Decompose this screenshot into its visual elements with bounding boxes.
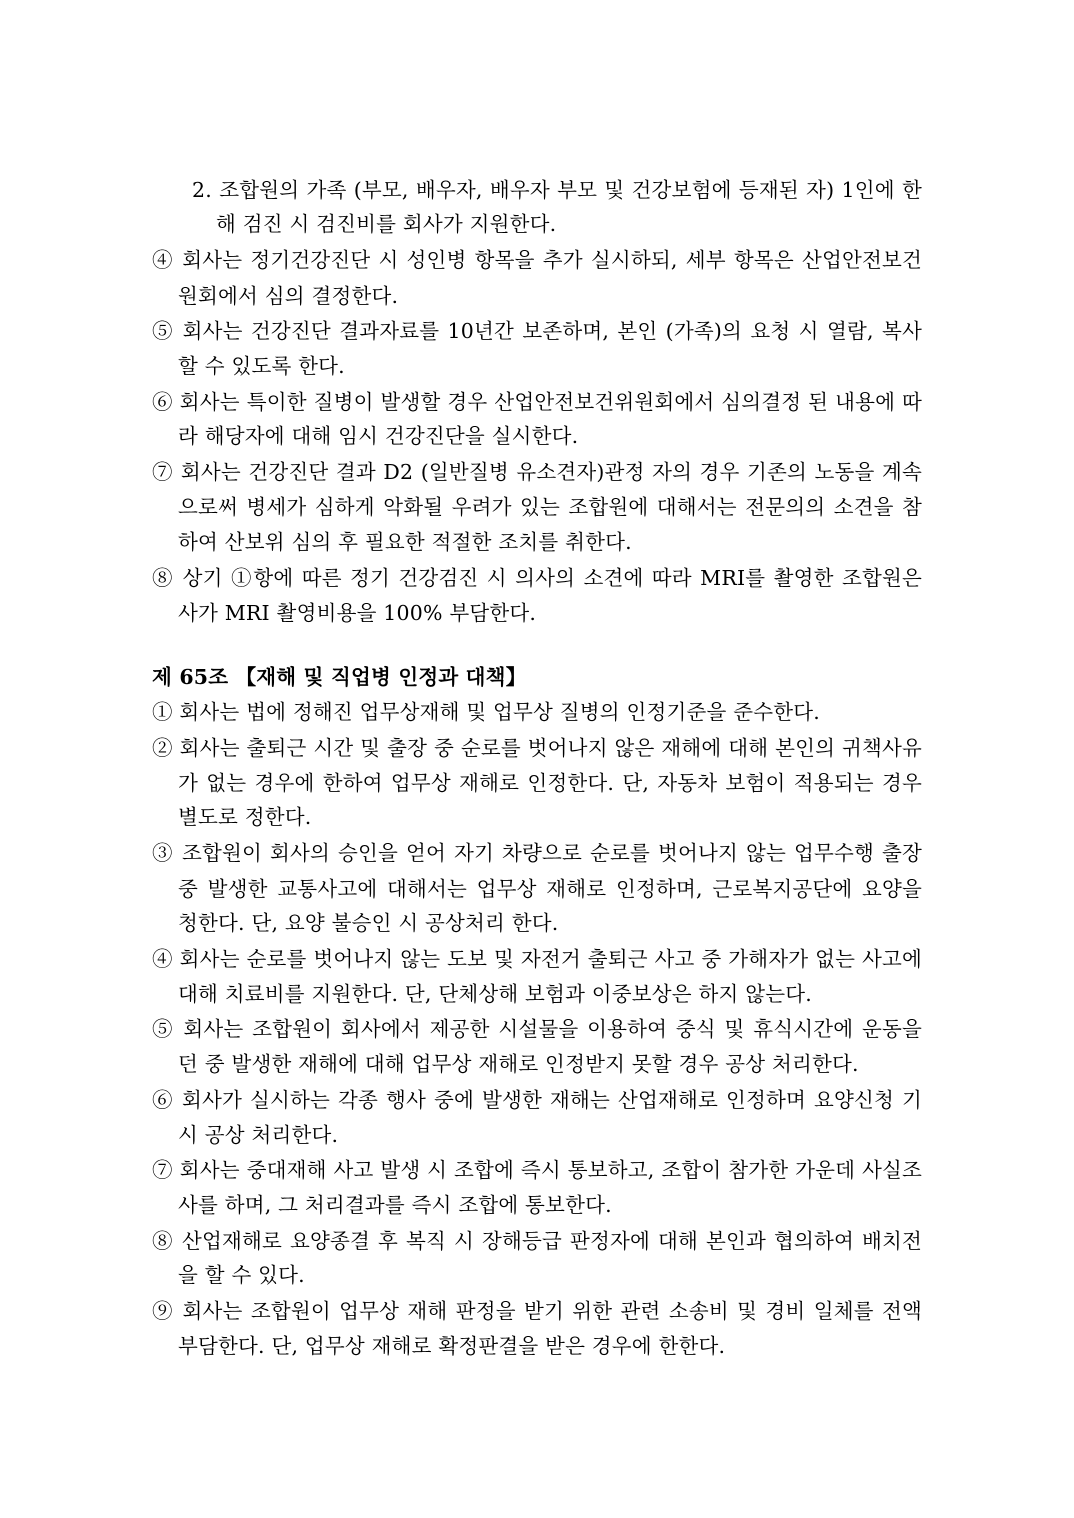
article65-p2-line-3: 별도로 정한다. xyxy=(178,805,312,829)
article65-p3-line-1: ③ 조합원이 회사의 승인을 얻어 자기 차량으로 순로를 벗어나지 않는 업무수행 출장 xyxy=(152,841,922,865)
article65-p9-line-2: 부담한다. 단, 업무상 재해로 확정판결을 받은 경우에 한한다. xyxy=(178,1334,726,1358)
item2-line-2: 해 검진 시 검진비를 회사가 지원한다. xyxy=(216,212,557,236)
article65-p8-line-1: ⑧ 산업재해로 요양종결 후 복직 시 장해등급 판정자에 대해 본인과 협의하여 배치전 xyxy=(152,1229,922,1253)
item5-line-1: ⑤ 회사는 건강진단 결과자료를 10년간 보존하며, 본인 (가족)의 요청 시 열람, 복사 xyxy=(152,319,922,343)
article65-p8-line-2: 을 할 수 있다. xyxy=(178,1263,305,1287)
item6-line-2: 라 해당자에 대해 임시 건강진단을 실시한다. xyxy=(178,424,579,448)
item4-line-2: 원회에서 심의 결정한다. xyxy=(178,284,399,308)
item7-line-3: 하여 산보위 심의 후 필요한 적절한 조치를 취한다. xyxy=(178,530,632,554)
item8-line-1: ⑧ 상기 ①항에 따른 정기 건강검진 시 의사의 소견에 따라 MRI를 촬영한 조합원은 xyxy=(152,566,922,590)
item2-line-1: 2. 조합원의 가족 (부모, 배우자, 배우자 부모 및 건강보험에 등재된 자) 1인에 한 xyxy=(192,178,922,202)
item6-line-1: ⑥ 회사는 특이한 질병이 발생할 경우 산업안전보건위원회에서 심의결정 된 내용에 따 xyxy=(152,390,922,414)
article65-p6-line-1: ⑥ 회사가 실시하는 각종 행사 중에 발생한 재해는 산업재해로 인정하며 요양신청 기 xyxy=(152,1088,922,1112)
article65-p5-line-1: ⑤ 회사는 조합원이 회사에서 제공한 시설물을 이용하여 중식 및 휴식시간에 운동을 xyxy=(152,1017,922,1041)
item7-line-1: ⑦ 회사는 건강진단 결과 D2 (일반질병 유소견자)관정 자의 경우 기존의 노동을 계속 xyxy=(152,460,922,484)
article65-p9-line-1: ⑨ 회사는 조합원이 업무상 재해 판정을 받기 위한 관련 소송비 및 경비 일체를 전액 xyxy=(152,1299,922,1323)
article65-p4-line-1: ④ 회사는 순로를 벗어나지 않는 도보 및 자전거 출퇴근 사고 중 가해자가 없는 사고에 xyxy=(152,947,922,971)
item7-line-2: 으로써 병세가 심하게 악화될 우려가 있는 조합원에 대해서는 전문의의 소견을 참 xyxy=(178,495,922,519)
article65-p2-line-2: 가 없는 경우에 한하여 업무상 재해로 인정한다. 단, 자동차 보험이 적용되는 경우 xyxy=(178,771,922,795)
item5-line-2: 할 수 있도록 한다. xyxy=(178,354,345,378)
article65-p3-line-3: 청한다. 단, 요양 불승인 시 공상처리 한다. xyxy=(178,911,559,935)
article65-p7-line-1: ⑦ 회사는 중대재해 사고 발생 시 조합에 즉시 통보하고, 조합이 참가한 가운데 사실조 xyxy=(152,1158,922,1182)
article65-p6-line-2: 시 공상 처리한다. xyxy=(178,1123,339,1147)
item8-line-2: 사가 MRI 촬영비용을 100% 부담한다. xyxy=(178,601,537,625)
article65-p7-line-2: 사를 하며, 그 처리결과를 즉시 조합에 통보한다. xyxy=(178,1193,612,1217)
article65-p2-line-1: ② 회사는 출퇴근 시간 및 출장 중 순로를 벗어나지 않은 재해에 대해 본인의 귀책사유 xyxy=(152,736,922,760)
article65-p1-line-1: ① 회사는 법에 정해진 업무상재해 및 업무상 질병의 인정기준을 준수한다. xyxy=(152,700,820,724)
article65-p4-line-2: 대해 치료비를 지원한다. 단, 단체상해 보험과 이중보상은 하지 않는다. xyxy=(178,982,812,1006)
article65-p5-line-2: 던 중 발생한 재해에 대해 업무상 재해로 인정받지 못할 경우 공상 처리한다. xyxy=(178,1052,859,1076)
item4-line-1: ④ 회사는 정기건강진단 시 성인병 항목을 추가 실시하되, 세부 항목은 산업안전보건 xyxy=(152,248,922,272)
article-65-heading: 제 65조 【재해 및 직업병 인정과 대책】 xyxy=(152,665,527,689)
article65-p3-line-2: 중 발생한 교통사고에 대해서는 업무상 재해로 인정하며, 근로복지공단에 요양을 xyxy=(178,877,922,901)
